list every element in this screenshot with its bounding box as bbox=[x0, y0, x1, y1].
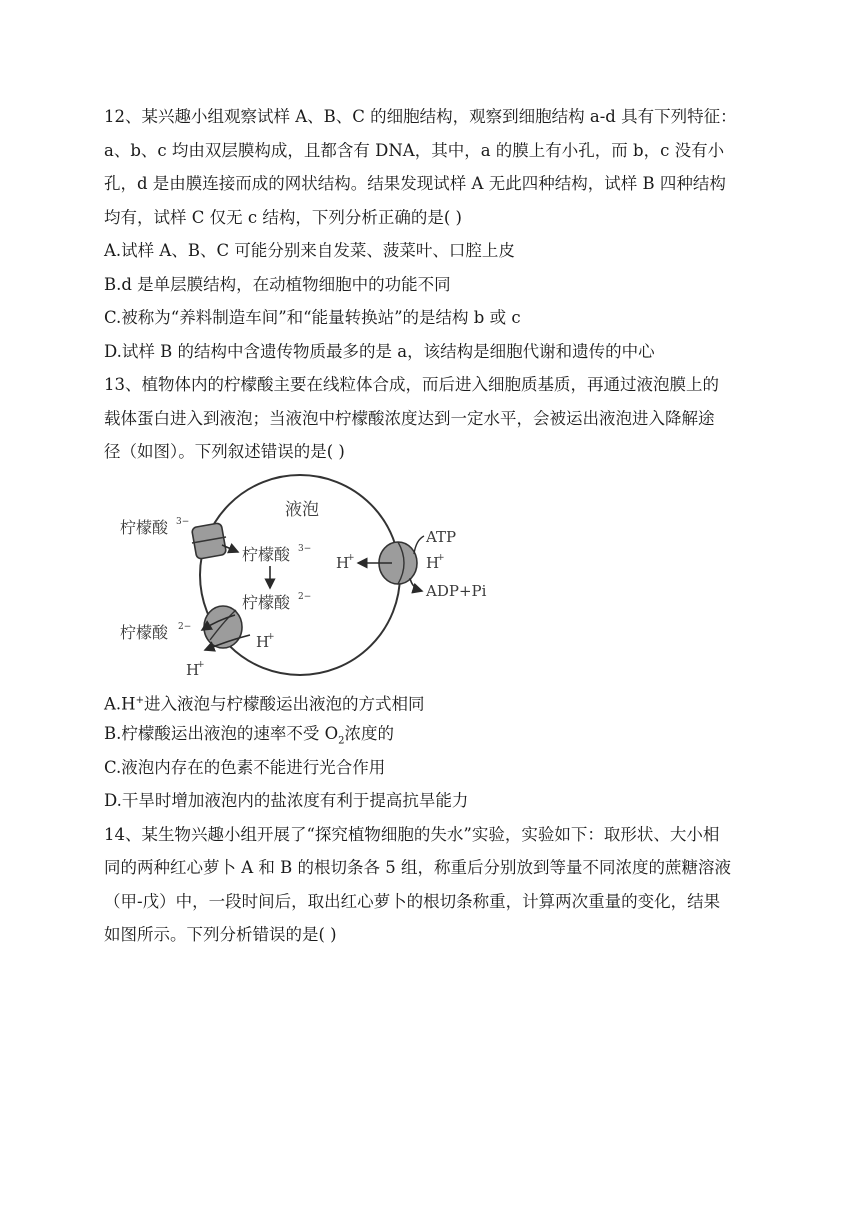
h-inside-label: H bbox=[256, 633, 270, 651]
q12-stem-line-4: 均有，试样 C 仅无 c 结构，下列分析正确的是( ) bbox=[104, 208, 462, 227]
atp-label: ATP bbox=[426, 528, 457, 546]
h-vacuole-charge: + bbox=[347, 553, 355, 563]
adp-label: ADP+Pi bbox=[426, 582, 487, 600]
q12-option-a: A.试样 A、B、C 可能分别来自发菜、菠菜叶、口腔上皮 bbox=[104, 241, 515, 260]
q12-stem-line-1: 12、某兴趣小组观察试样 A、B、C 的细胞结构，观察到细胞结构 a-d 具有下列特征： bbox=[104, 107, 737, 126]
citrate3-inside-charge: 3− bbox=[298, 544, 312, 554]
q14-stem-line-3: （甲-戊）中，一段时间后，取出红心萝卜的根切条称重，计算两次重量的变化，结果 bbox=[104, 892, 721, 911]
q13-option-b-sub: 2 bbox=[338, 735, 345, 747]
citrate3-transporter bbox=[191, 523, 226, 560]
q13-option-b bbox=[104, 723, 754, 752]
q13-stem-line-2: 载体蛋白进入到液泡；当液泡中柠檬酸浓度达到一定水平，会被运出液泡进入降解途 bbox=[104, 409, 715, 428]
q12-option-d: D.试样 B 的结构中含遗传物质最多的是 a，该结构是细胞代谢和遗传的中心 bbox=[104, 342, 655, 361]
citrate3-outside-label: 柠檬酸 bbox=[120, 518, 169, 537]
h-inside-charge: + bbox=[267, 632, 275, 642]
h-cytosol-label: H bbox=[426, 554, 440, 572]
q14-stem-line-1: 14、某生物兴趣小组开展了“探究植物细胞的失水”实验，实验如下：取形状、大小相 bbox=[104, 825, 720, 844]
q13-option-d: D.干旱时增加液泡内的盐浓度有利于提高抗旱能力 bbox=[104, 791, 469, 810]
q13-option-c: C.液泡内存在的色素不能进行光合作用 bbox=[104, 758, 386, 777]
q13-option-a-sup: + bbox=[135, 695, 144, 706]
q13-stem-line-1: 13、植物体内的柠檬酸主要在线粒体合成，而后进入细胞质基质，再通过液泡膜上的 bbox=[104, 375, 719, 394]
citrate3-inside-label: 柠檬酸 bbox=[242, 545, 291, 564]
q12-option-c: C.被称为“养料制造车间”和“能量转换站”的是结构 b 或 c bbox=[104, 308, 521, 327]
q13-option-a-text: 进入液泡与柠檬酸运出液泡的方式相同 bbox=[143, 694, 425, 714]
citrate2-inside-charge: 2− bbox=[298, 592, 312, 602]
h-outside-charge: + bbox=[197, 660, 205, 670]
citrate3-outside-charge: 3− bbox=[176, 517, 190, 527]
q13-option-b-text: 浓度的 bbox=[344, 724, 395, 743]
q14-stem-line-4: 如图所示。下列分析错误的是( ) bbox=[104, 925, 337, 944]
q13-option-b-prefix: B.柠檬酸运出液泡的速率不受 O bbox=[104, 724, 339, 743]
q13-option-a-prefix: A.H bbox=[104, 694, 136, 714]
h-outside-label: H bbox=[186, 661, 200, 679]
h-vacuole-label: H bbox=[336, 554, 350, 572]
h-cytosol-charge: + bbox=[437, 553, 445, 563]
q12-stem-line-3: 孔，d 是由膜连接而成的网状结构。结果发现试样 A 无此四种结构，试样 B 四种结构 bbox=[104, 174, 726, 193]
citrate2-outside-charge: 2− bbox=[178, 622, 192, 632]
q13-option-a bbox=[104, 690, 754, 716]
q14-stem-line-2: 同的两种红心萝卜 A 和 B 的根切条各 5 组，称重后分别放到等量不同浓度的蔗糖溶液 bbox=[104, 858, 732, 877]
citrate2-outside-label: 柠檬酸 bbox=[120, 623, 169, 642]
vacuole-transport-diagram bbox=[110, 470, 510, 685]
citrate2-inside-label: 柠檬酸 bbox=[242, 593, 291, 612]
q12-option-b: B.d 是单层膜结构，在动植物细胞中的功能不同 bbox=[104, 275, 451, 294]
atp-line bbox=[414, 536, 424, 554]
adp-arrow bbox=[410, 578, 422, 591]
q13-stem-line-3: 径（如图）。下列叙述错误的是( ) bbox=[104, 442, 345, 461]
vacuole-label: 液泡 bbox=[285, 500, 319, 520]
citrate2-h-antiporter bbox=[204, 606, 242, 648]
q12-stem-line-2: a、b、c 均由双层膜构成，且都含有 DNA，其中，a 的膜上有小孔，而 b，c 没有小 bbox=[104, 141, 725, 160]
